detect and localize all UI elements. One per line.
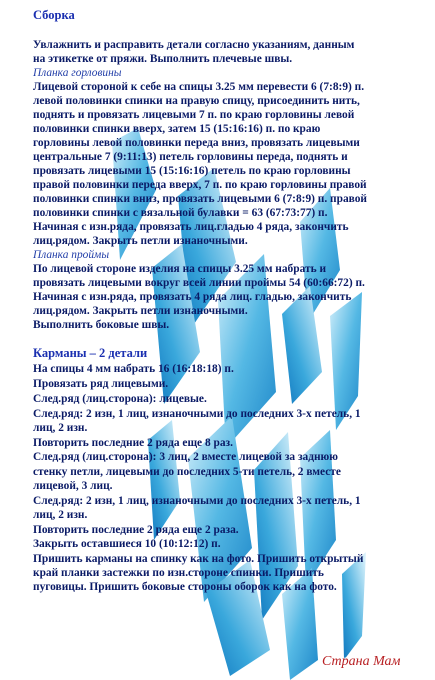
neckband-line: Лицевой стороной к себе на спицы 3.25 мм перевести 6 (7:8:9) п. bbox=[33, 81, 365, 93]
pockets-line: Повторить последние 2 ряда еще 2 раза. bbox=[33, 524, 239, 536]
pockets-line: Провязать ряд лицевыми. bbox=[33, 378, 169, 390]
pockets-line: На спицы 4 мм набрать 16 (16:18:18) п. bbox=[33, 363, 234, 375]
armband-line: По лицевой стороне изделия на спицы 3.25 мм набрать и bbox=[33, 263, 327, 275]
pockets-line: лицевой, 3 лиц. bbox=[33, 480, 113, 492]
neckband-line: правой половинки переда вверх, 7 п. по краю горловины правой bbox=[33, 179, 367, 191]
neckband-line: половинки спинки вверх, затем 15 (15:16:16) п. по краю bbox=[33, 123, 321, 135]
site-watermark: Страна Мам bbox=[322, 654, 401, 669]
armband-line: Выполнить боковые швы. bbox=[33, 319, 170, 331]
neckband-line: горловины левой половинки переда вниз, провязать лицевыми bbox=[33, 137, 360, 149]
pockets-line: лиц, 2 изн. bbox=[33, 422, 88, 434]
assembly-intro-line: на этикетке от пряжи. Выполнить плечевые швы. bbox=[33, 53, 293, 65]
assembly-title: Сборка bbox=[33, 8, 75, 22]
neckband-line: лиц.рядом. Закрыть петли изнаночными. bbox=[33, 235, 248, 247]
pockets-line: Пришить карманы на спинку как на фото. Пришить открытый bbox=[33, 553, 364, 565]
pockets-line: Повторить последние 2 ряда еще 8 раз. bbox=[33, 437, 233, 449]
neckband-line: провязать лицевыми 15 (15:16:16) петель по краю горловины bbox=[33, 165, 351, 177]
pockets-line: След.ряд (лиц.сторона): 3 лиц, 2 вместе лицевой за заднюю bbox=[33, 451, 338, 463]
pockets-line: След.ряд: 2 изн, 1 лиц, изнаночными до последних 3-х петель, 1 bbox=[33, 408, 361, 420]
armband-line: провязать лицевыми вокруг всей линии проймы 54 (60:66:72) п. bbox=[33, 277, 365, 289]
pockets-line: пуговицы. Пришить боковые стороны оборок как на фото. bbox=[33, 581, 337, 593]
pockets-line: край планки застежки по изн.стороне спинки. Пришить bbox=[33, 567, 324, 579]
armband-subtitle: Планка проймы bbox=[33, 249, 110, 261]
neckband-subtitle: Планка горловины bbox=[33, 67, 122, 79]
neckband-line: половинки спинки с вязальной булавки = 63 (67:73:77) п. bbox=[33, 207, 328, 219]
neckband-line: Начиная с изн.ряда, провязать лиц.гладью 4 ряда, закончить bbox=[33, 221, 349, 233]
pockets-line: След.ряд (лиц.сторона): лицевые. bbox=[33, 393, 207, 405]
pockets-line: лиц, 2 изн. bbox=[33, 509, 88, 521]
pockets-line: След.ряд: 2 изн, 1 лиц, изнаночными до последних 3-х петель, 1 bbox=[33, 495, 361, 507]
armband-line: Начиная с изн.ряда, провязать 4 ряда лиц. гладью, закончить bbox=[33, 291, 352, 303]
pockets-title: Карманы – 2 детали bbox=[33, 346, 148, 360]
neckband-line: половинки спинки вниз, провязать лицевыми 6 (7:8:9) п. правой bbox=[33, 193, 367, 205]
pockets-line: стенку петли, лицевыми до последних 5-ти петель, 2 вместе bbox=[33, 466, 341, 478]
neckband-line: поднять и провязать лицевыми 7 п. по краю горловины левой bbox=[33, 109, 355, 121]
pockets-line: Закрыть оставшиеся 10 (10:12:12) п. bbox=[33, 538, 221, 550]
neckband-line: левой половинки спинки на правую спицу, присоединить нить, bbox=[33, 95, 360, 107]
neckband-line: центральные 7 (9:11:13) петель горловины переда, поднять и bbox=[33, 151, 348, 163]
armband-line: лиц.рядом. Закрыть петли изнаночными. bbox=[33, 305, 248, 317]
assembly-intro-line: Увлажнить и расправить детали согласно указаниям, данным bbox=[33, 39, 355, 51]
